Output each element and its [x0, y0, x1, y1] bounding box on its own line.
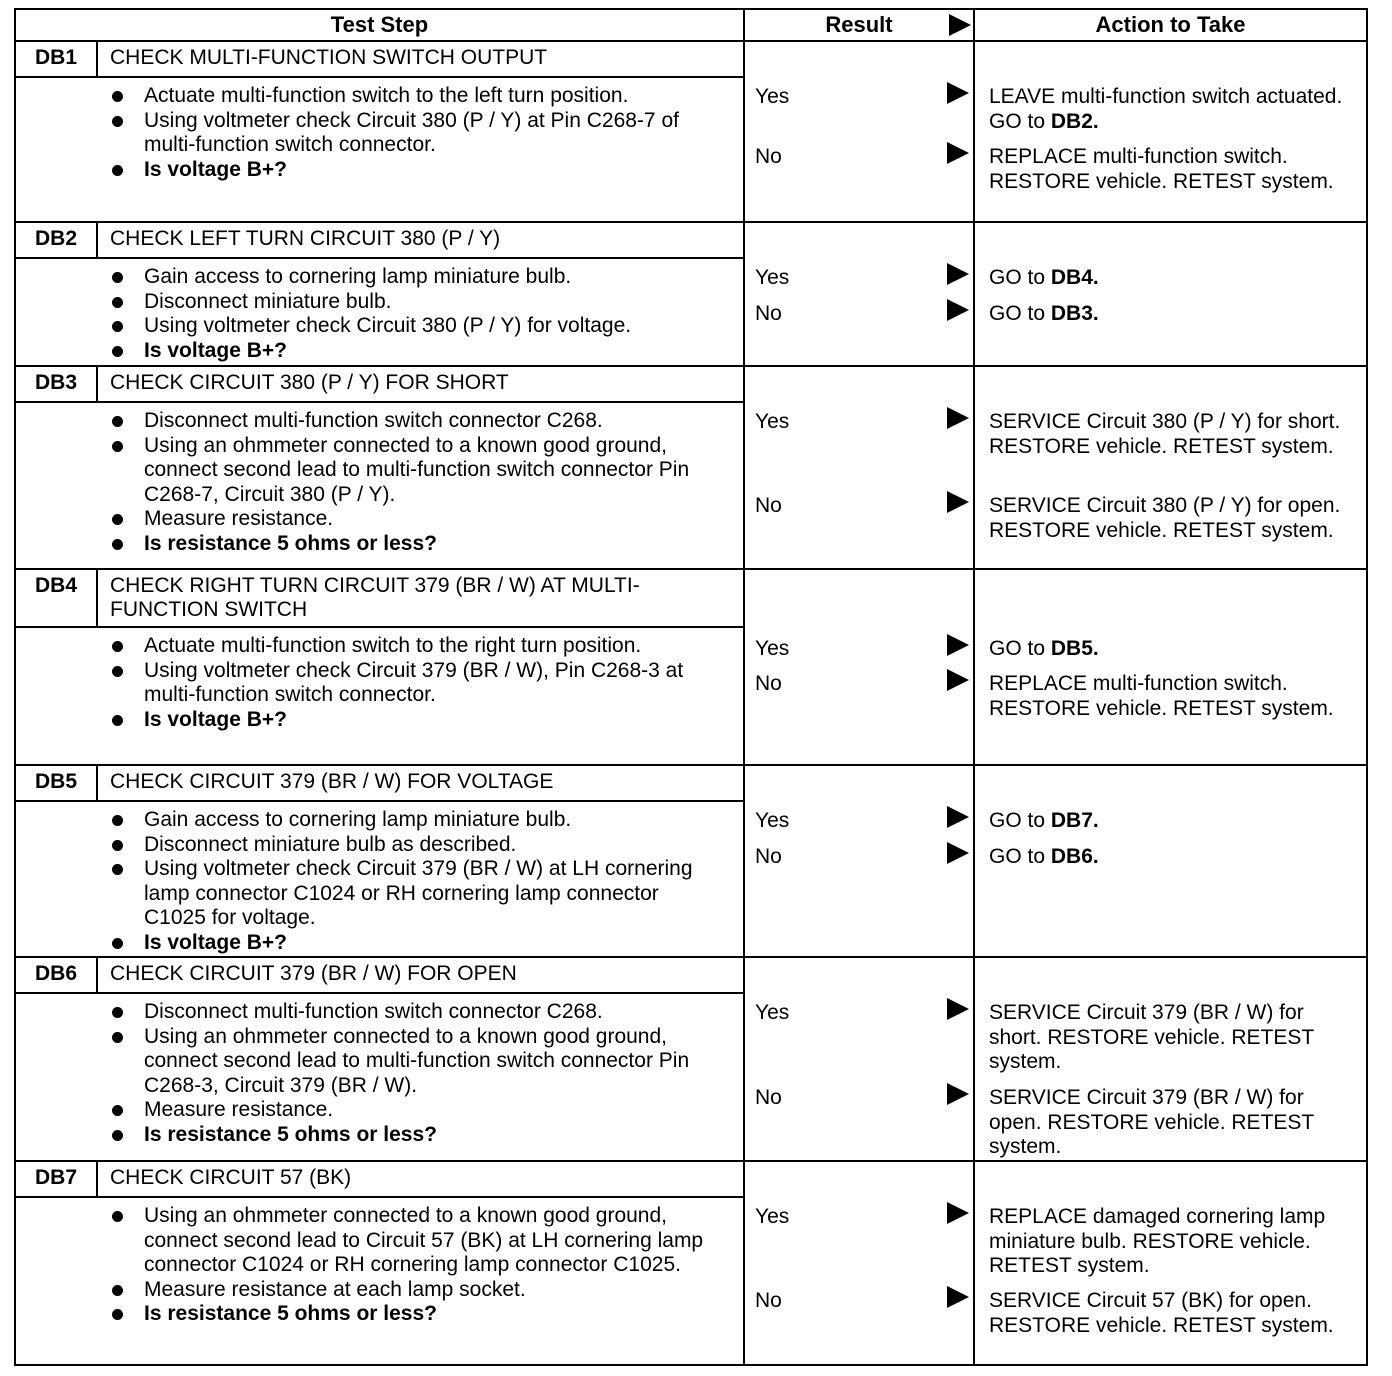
bullet-item: Disconnect multi-function switch connector C268.	[110, 1000, 723, 1025]
step-bullet-list	[16, 994, 743, 1153]
result-label: No	[755, 494, 782, 517]
bullet-item: Is voltage B+?	[110, 158, 723, 183]
action-text: SERVICE Circuit 380 (P / Y) for open. RESTORE vehicle. RETEST system.	[989, 494, 1341, 542]
step-title-row	[16, 367, 743, 403]
result-label: No	[755, 672, 782, 695]
bullet-item: Using voltmeter check Circuit 380 (P / Y) for voltage.	[110, 314, 723, 339]
step-title-row	[16, 223, 743, 259]
action-text: SERVICE Circuit 379 (BR / W) for short. RESTORE vehicle. RETEST system.	[989, 1001, 1314, 1073]
bullet-item: Is voltage B+?	[110, 339, 723, 364]
action-text: GO to DB3.	[989, 302, 1099, 325]
step-row	[14, 1162, 1368, 1366]
bullet-item: Using voltmeter check Circuit 379 (BR / W) at LH cornering lamp connector C1024 or RH cornering lamp connector C1025 for voltage.	[110, 857, 723, 931]
header-test-step: Test Step	[16, 10, 745, 40]
result-label: No	[755, 302, 782, 325]
test-step-cell	[16, 766, 745, 956]
bullet-item: Is voltage B+?	[110, 708, 723, 733]
action-cell	[975, 223, 1366, 365]
result-label: Yes	[755, 410, 790, 433]
action-cell	[975, 367, 1366, 568]
action-text: SERVICE Circuit 57 (BK) for open. RESTORE vehicle. RETEST system.	[989, 1289, 1334, 1337]
step-title: CHECK CIRCUIT 380 (P / Y) FOR SHORT	[110, 371, 509, 394]
header-action: Action to Take	[1095, 12, 1246, 37]
test-step-cell	[16, 570, 745, 764]
step-bullet-list	[16, 259, 743, 369]
arrow-icon	[947, 263, 969, 285]
step-title: CHECK RIGHT TURN CIRCUIT 379 (BR / W) AT MULTI-FUNCTION SWITCH	[110, 574, 640, 621]
bullet-item: Is resistance 5 ohms or less?	[110, 1123, 723, 1148]
action-text: LEAVE multi-function switch actuated. GO to DB2.	[989, 85, 1343, 133]
arrow-icon	[947, 491, 969, 513]
bullet-item: Measure resistance.	[110, 1098, 723, 1123]
action-cell	[975, 958, 1366, 1160]
action-text: SERVICE Circuit 380 (P / Y) for short. RESTORE vehicle. RETEST system.	[989, 410, 1341, 458]
arrow-icon	[947, 634, 969, 656]
step-title: CHECK CIRCUIT 57 (BK)	[110, 1166, 352, 1189]
result-label: Yes	[755, 266, 790, 289]
arrow-icon	[947, 407, 969, 429]
step-row	[14, 570, 1368, 766]
test-step-cell	[16, 1162, 745, 1364]
step-id: DB4	[16, 570, 98, 626]
result-cell	[745, 42, 975, 221]
bullet-item: Using voltmeter check Circuit 380 (P / Y) at Pin C268-7 of multi-function switch connector.	[110, 109, 723, 158]
result-cell	[745, 958, 975, 1160]
action-text: SERVICE Circuit 379 (BR / W) for open. RESTORE vehicle. RETEST system.	[989, 1086, 1314, 1158]
step-id: DB2	[16, 223, 98, 257]
result-label: No	[755, 845, 782, 868]
arrow-icon	[947, 82, 969, 104]
step-bullet-list	[16, 802, 743, 961]
result-cell	[745, 766, 975, 956]
action-cell	[975, 1162, 1366, 1364]
step-row	[14, 367, 1368, 570]
arrow-icon	[947, 1083, 969, 1105]
step-bullet-list	[16, 628, 743, 738]
result-label: No	[755, 145, 782, 168]
step-title-row	[16, 1162, 743, 1198]
step-id: DB6	[16, 958, 98, 992]
result-label: No	[755, 1086, 782, 1109]
bullet-item: Disconnect miniature bulb.	[110, 290, 723, 315]
step-title-row	[16, 570, 743, 628]
bullet-item: Gain access to cornering lamp miniature bulb.	[110, 265, 723, 290]
step-id: DB1	[16, 42, 98, 76]
step-row	[14, 958, 1368, 1162]
result-cell	[745, 367, 975, 568]
arrow-icon	[947, 1286, 969, 1308]
step-id: DB3	[16, 367, 98, 401]
action-text: GO to DB4.	[989, 266, 1099, 289]
action-cell	[975, 766, 1366, 956]
arrow-icon	[947, 998, 969, 1020]
result-cell	[745, 1162, 975, 1364]
test-step-cell	[16, 42, 745, 221]
bullet-item: Measure resistance at each lamp socket.	[110, 1278, 723, 1303]
arrow-icon	[947, 142, 969, 164]
arrow-icon	[947, 1202, 969, 1224]
action-text: GO to DB6.	[989, 845, 1099, 868]
diagnostic-table	[14, 8, 1368, 1366]
step-title: CHECK LEFT TURN CIRCUIT 380 (P / Y)	[110, 227, 501, 250]
action-text: REPLACE multi-function switch. RESTORE vehicle. RETEST system.	[989, 672, 1334, 720]
step-title-row	[16, 766, 743, 802]
action-cell	[975, 42, 1366, 221]
result-label: Yes	[755, 85, 790, 108]
step-bullet-list	[16, 403, 743, 562]
test-step-cell	[16, 958, 745, 1160]
action-text: GO to DB5.	[989, 637, 1099, 660]
arrow-icon	[949, 14, 971, 36]
result-label: Yes	[755, 1205, 790, 1228]
bullet-item: Disconnect multi-function switch connector C268.	[110, 409, 723, 434]
step-id: DB7	[16, 1162, 98, 1196]
header-result	[745, 10, 975, 40]
bullet-item: Is resistance 5 ohms or less?	[110, 532, 723, 557]
bullet-item: Measure resistance.	[110, 507, 723, 532]
action-text: GO to DB7.	[989, 809, 1099, 832]
result-label: No	[755, 1289, 782, 1312]
bullet-item: Using voltmeter check Circuit 379 (BR / W), Pin C268-3 at multi-function switch connector.	[110, 659, 723, 708]
bullet-item: Using an ohmmeter connected to a known good ground, connect second lead to multi-function switch connector Pin C268-3, Circuit 379 (BR / W).	[110, 1025, 723, 1099]
result-label: Yes	[755, 809, 790, 832]
arrow-icon	[947, 842, 969, 864]
step-title: CHECK CIRCUIT 379 (BR / W) FOR VOLTAGE	[110, 770, 554, 793]
result-cell	[745, 223, 975, 365]
step-bullet-list	[16, 78, 743, 188]
step-row	[14, 223, 1368, 367]
step-bullet-list	[16, 1198, 743, 1333]
bullet-item: Using an ohmmeter connected to a known good ground, connect second lead to multi-function switch connector Pin C268-7, Circuit 380 (P / Y).	[110, 434, 723, 508]
test-step-cell	[16, 367, 745, 568]
step-id: DB5	[16, 766, 98, 800]
arrow-icon	[947, 299, 969, 321]
bullet-item: Actuate multi-function switch to the right turn position.	[110, 634, 723, 659]
action-text: REPLACE multi-function switch. RESTORE vehicle. RETEST system.	[989, 145, 1334, 193]
step-row	[14, 42, 1368, 223]
bullet-item: Is resistance 5 ohms or less?	[110, 1302, 723, 1327]
result-label: Yes	[755, 1001, 790, 1024]
bullet-item: Is voltage B+?	[110, 931, 723, 956]
step-title: CHECK MULTI-FUNCTION SWITCH OUTPUT	[110, 46, 548, 69]
bullet-item: Actuate multi-function switch to the left turn position.	[110, 84, 723, 109]
arrow-icon	[947, 806, 969, 828]
step-title: CHECK CIRCUIT 379 (BR / W) FOR OPEN	[110, 962, 517, 985]
step-title-row	[16, 958, 743, 994]
table-header	[14, 8, 1368, 42]
bullet-item: Gain access to cornering lamp miniature bulb.	[110, 808, 723, 833]
arrow-icon	[947, 669, 969, 691]
result-label: Yes	[755, 637, 790, 660]
step-title-row	[16, 42, 743, 78]
action-text: REPLACE damaged cornering lamp miniature bulb. RESTORE vehicle. RETEST system.	[989, 1205, 1326, 1277]
test-step-cell	[16, 223, 745, 365]
result-cell	[745, 570, 975, 764]
header-result-label: Result	[825, 12, 893, 37]
bullet-item: Disconnect miniature bulb as described.	[110, 833, 723, 858]
step-row	[14, 766, 1368, 958]
steps-container	[14, 42, 1368, 1366]
bullet-item: Using an ohmmeter connected to a known good ground, connect second lead to Circuit 57 (BK) at LH cornering lamp connector C1024 or RH cornering lamp connector C1025.	[110, 1204, 723, 1278]
action-cell	[975, 570, 1366, 764]
